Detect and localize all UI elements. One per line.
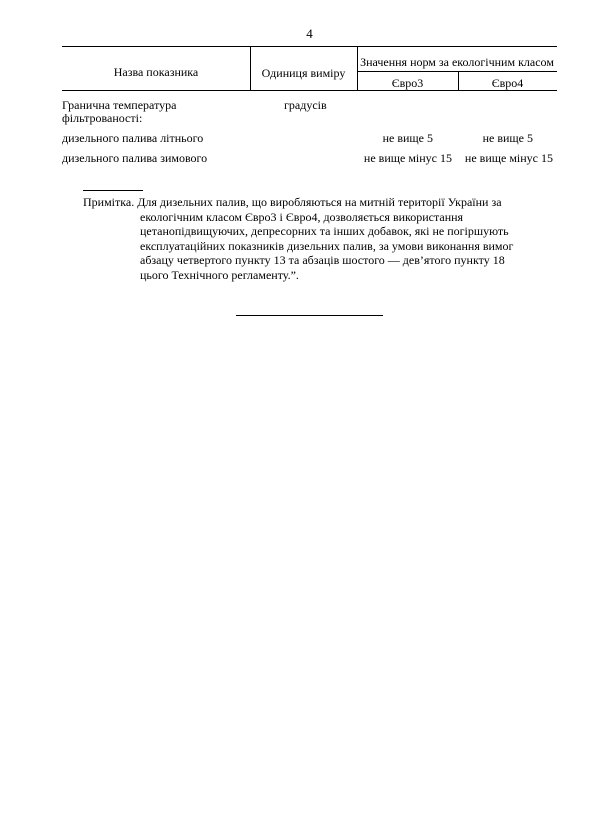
header-unit: Одиниця виміру	[261, 66, 346, 80]
header-euro3: Євро3	[391, 76, 424, 90]
footnote-separator	[83, 190, 143, 191]
row-winter-diesel-label: дизельного палива зимового	[62, 151, 208, 165]
header-euro4: Євро4	[491, 76, 524, 90]
header-indicator-name: Назва показника	[113, 65, 199, 79]
page-number: 4	[306, 26, 313, 41]
row-filterability-label-line2: фільтрованості:	[62, 111, 143, 125]
row-summer-diesel-euro4: не вище 5	[482, 131, 533, 145]
row-filterability-label-line1: Гранична температура	[62, 98, 177, 112]
row-summer-diesel-euro3: не вище 5	[382, 131, 433, 145]
row-summer-diesel-label: дизельного палива літнього	[62, 131, 204, 145]
note-line: екологічним класом Євро3 і Євро4, дозволяється використання	[140, 209, 464, 224]
note-line: Примітка. Для дизельних палив, що виробляються на митній території України за	[83, 195, 502, 209]
row-winter-diesel-euro3: не вище мінус 15	[363, 151, 452, 165]
header-norms: Значення норм за екологічним класом	[360, 55, 554, 69]
end-separator	[236, 315, 383, 316]
note-line: цього Технічного регламенту.”.	[140, 267, 299, 282]
note-line: цетанопідвищуючих, депресорних та інших добавок, які не погіршують	[140, 224, 509, 238]
row-winter-diesel-euro4: не вище мінус 15	[464, 151, 553, 165]
note-line: абзацу четвертого пункту 13 та абзаців шостого — дев’ятого пункту 18	[140, 253, 505, 267]
row-filterability-unit: градусів	[284, 98, 327, 112]
note-block	[83, 195, 523, 282]
norms-subheader-divider	[357, 71, 557, 72]
note-line: експлуатаційних показників дизельних палив, за умови виконання вимог	[140, 238, 514, 253]
table-top-border	[62, 46, 557, 47]
